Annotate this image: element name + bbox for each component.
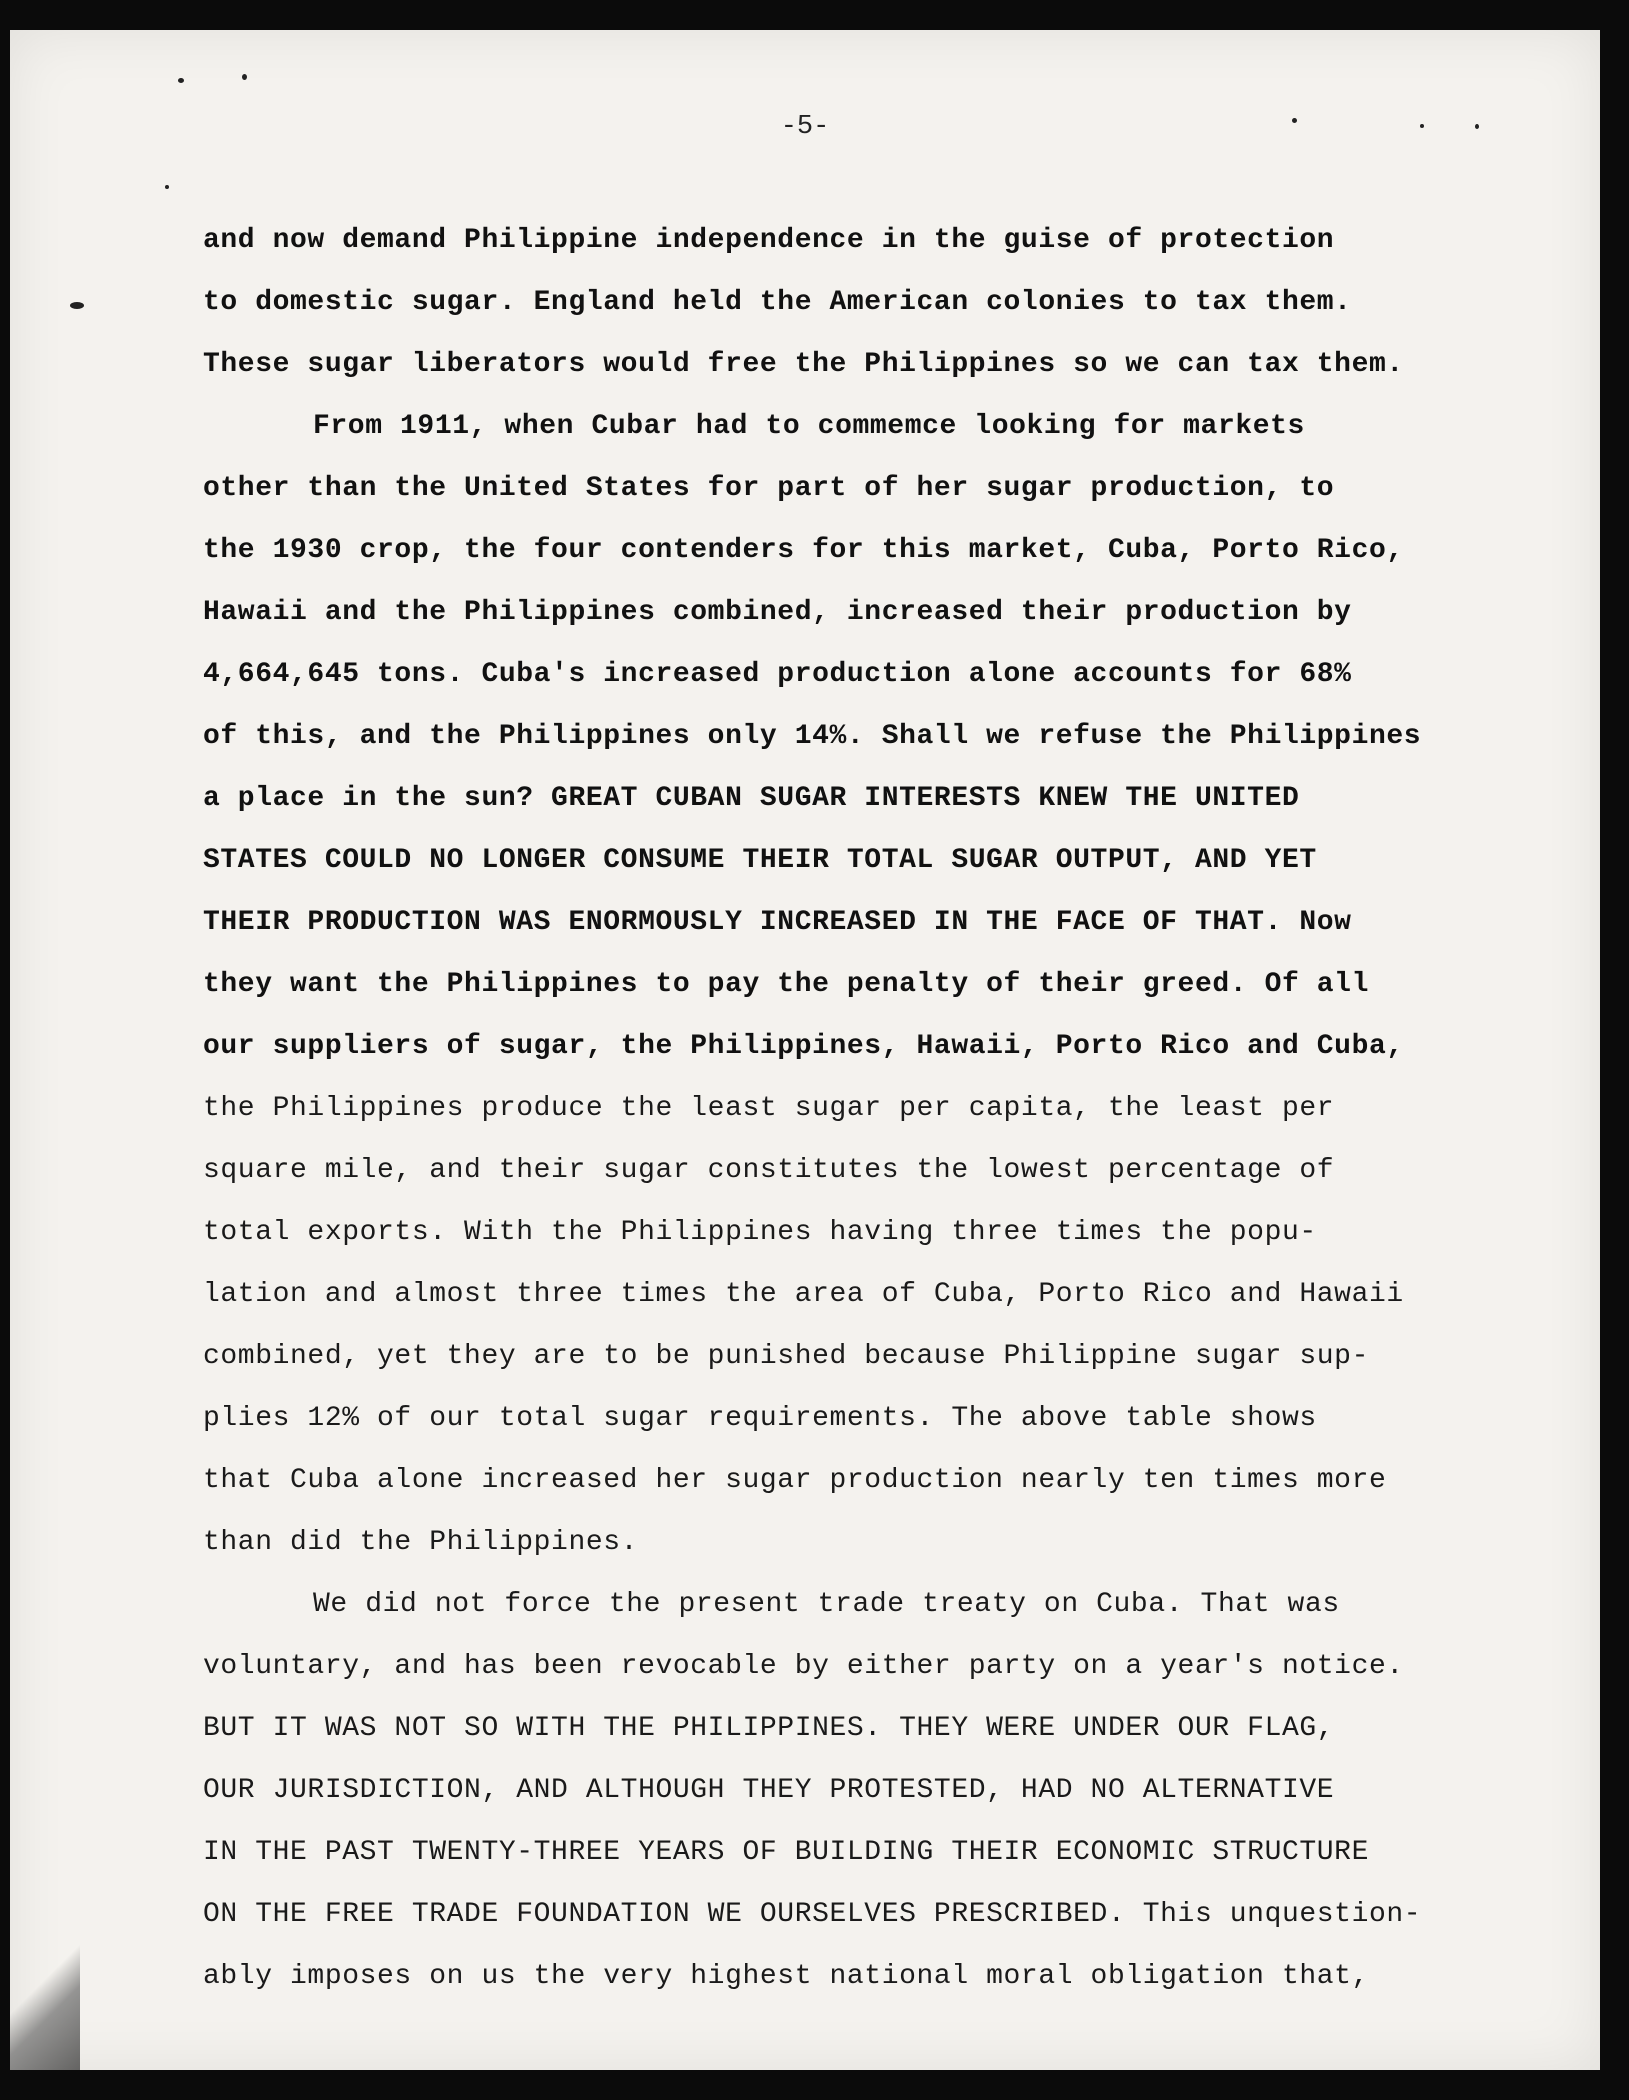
text-line: plies 12% of our total sugar requirements. The above table shows bbox=[203, 1403, 1317, 1434]
text-line: voluntary, and has been revocable by either party on a year's notice. bbox=[203, 1651, 1404, 1682]
text-line: the Philippines produce the least sugar per capita, the least per bbox=[203, 1093, 1335, 1124]
text-line: that Cuba alone increased her sugar production nearly ten times more bbox=[203, 1465, 1387, 1496]
text-line: than did the Philippines. bbox=[203, 1527, 639, 1558]
document-page bbox=[10, 30, 1600, 2070]
ink-speck bbox=[165, 185, 169, 189]
text-line: 4,664,645 tons. Cuba's increased production alone accounts for 68% bbox=[203, 659, 1352, 690]
page-number: -5- bbox=[780, 112, 830, 142]
text-line: THEIR PRODUCTION WAS ENORMOUSLY INCREASED IN THE FACE OF THAT. Now bbox=[203, 907, 1352, 938]
text-line: to domestic sugar. England held the American colonies to tax them. bbox=[203, 287, 1352, 318]
text-line: and now demand Philippine independence in the guise of protection bbox=[203, 225, 1335, 256]
text-line: our suppliers of sugar, the Philippines, Hawaii, Porto Rico and Cuba, bbox=[203, 1031, 1404, 1062]
text-line: We did not force the present trade treaty on Cuba. That was bbox=[313, 1589, 1340, 1620]
ink-speck bbox=[178, 78, 184, 83]
text-line: other than the United States for part of her sugar production, to bbox=[203, 473, 1335, 504]
text-line: combined, yet they are to be punished because Philippine sugar sup- bbox=[203, 1341, 1369, 1372]
ink-speck bbox=[70, 302, 84, 309]
text-line: STATES COULD NO LONGER CONSUME THEIR TOTAL SUGAR OUTPUT, AND YET bbox=[203, 845, 1317, 876]
text-line: a place in the sun? GREAT CUBAN SUGAR INTERESTS KNEW THE UNITED bbox=[203, 783, 1300, 814]
text-line: From 1911, when Cubar had to commemce looking for markets bbox=[313, 411, 1305, 442]
body-text bbox=[203, 210, 1563, 2008]
text-line: ON THE FREE TRADE FOUNDATION WE OURSELVES PRESCRIBED. This unquestion- bbox=[203, 1899, 1422, 1930]
text-line: of this, and the Philippines only 14%. Shall we refuse the Philippines bbox=[203, 721, 1422, 752]
text-line: lation and almost three times the area of Cuba, Porto Rico and Hawaii bbox=[203, 1279, 1404, 1310]
text-line: square mile, and their sugar constitutes the lowest percentage of bbox=[203, 1155, 1335, 1186]
text-line: ably imposes on us the very highest national moral obligation that, bbox=[203, 1961, 1369, 1992]
text-line: OUR JURISDICTION, AND ALTHOUGH THEY PROTESTED, HAD NO ALTERNATIVE bbox=[203, 1775, 1335, 1806]
ink-speck bbox=[242, 74, 247, 80]
scan-shadow bbox=[10, 1930, 80, 2070]
text-line: the 1930 crop, the four contenders for this market, Cuba, Porto Rico, bbox=[203, 535, 1404, 566]
text-line: total exports. With the Philippines having three times the popu- bbox=[203, 1217, 1317, 1248]
text-line: Hawaii and the Philippines combined, increased their production by bbox=[203, 597, 1352, 628]
text-line: they want the Philippines to pay the penalty of their greed. Of all bbox=[203, 969, 1369, 1000]
text-line: BUT IT WAS NOT SO WITH THE PHILIPPINES. THEY WERE UNDER OUR FLAG, bbox=[203, 1713, 1335, 1744]
text-line: IN THE PAST TWENTY-THREE YEARS OF BUILDING THEIR ECONOMIC STRUCTURE bbox=[203, 1837, 1369, 1868]
text-line: These sugar liberators would free the Philippines so we can tax them. bbox=[203, 349, 1404, 380]
